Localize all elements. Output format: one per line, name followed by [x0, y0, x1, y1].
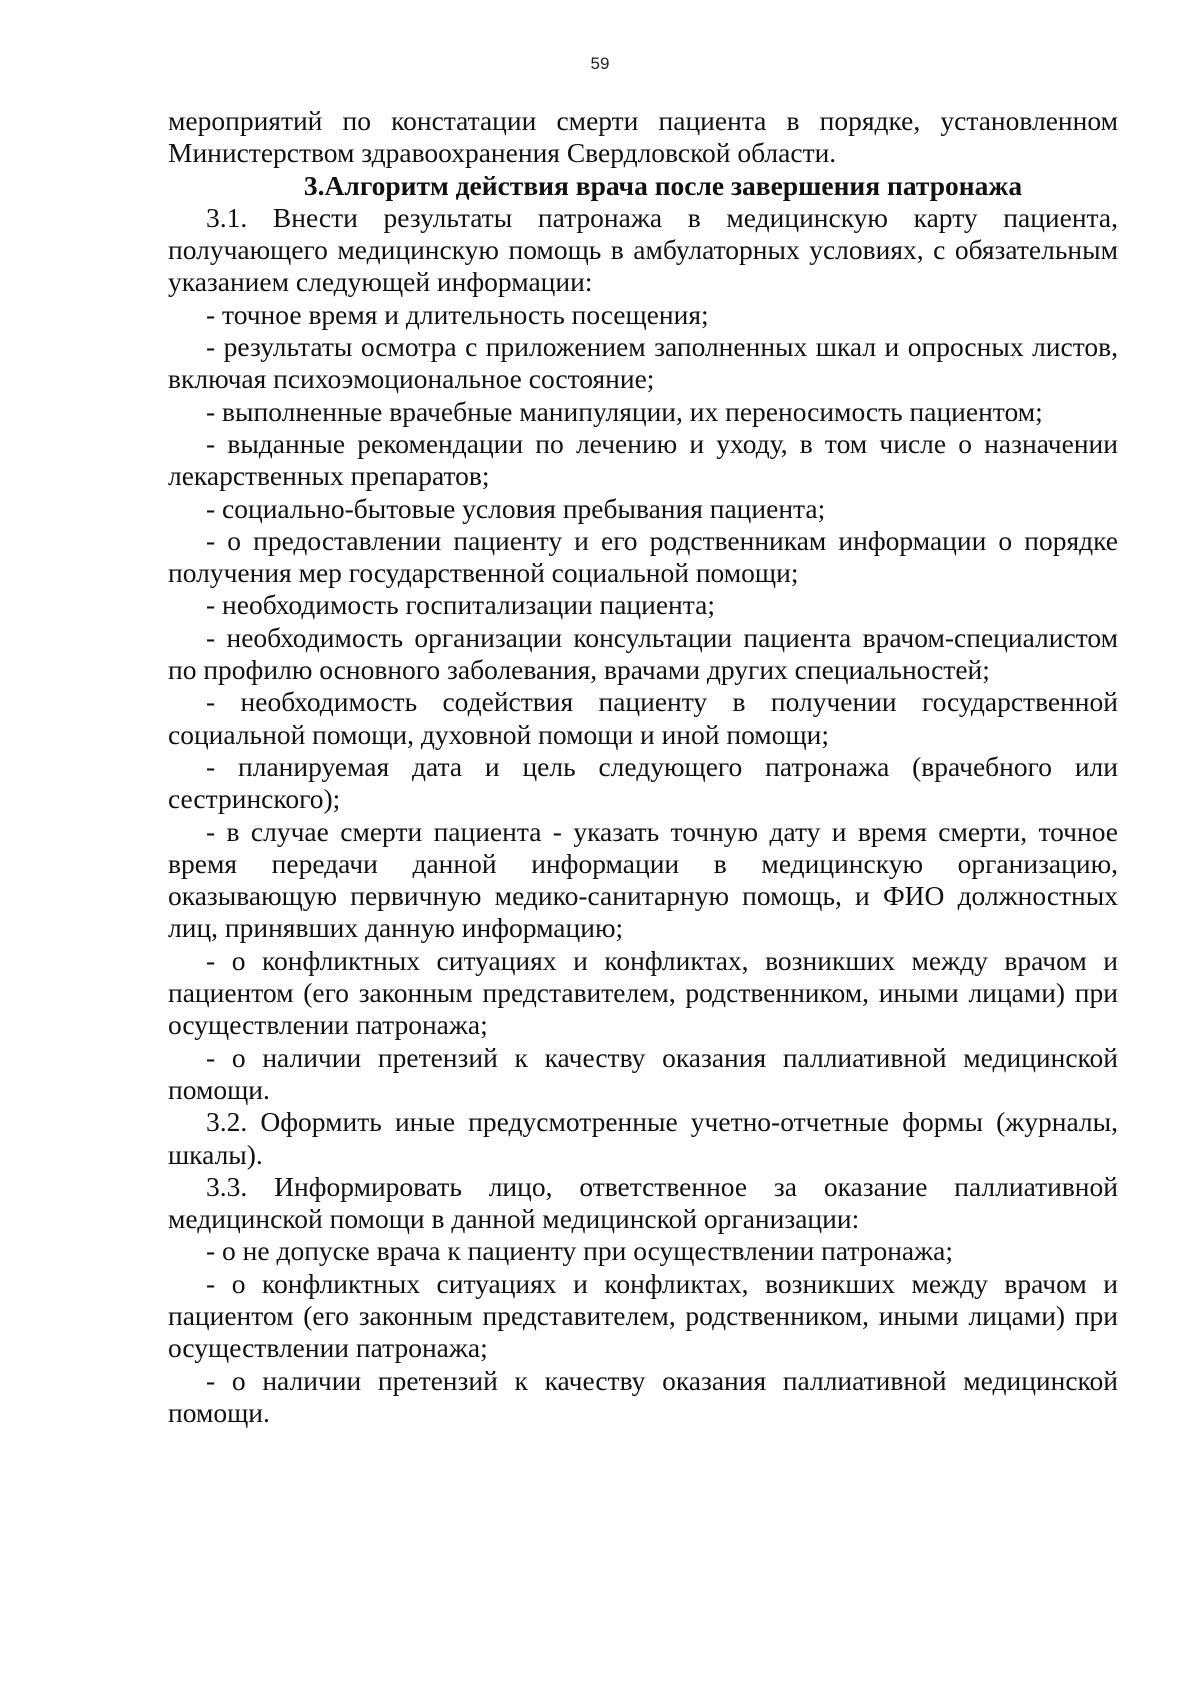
section-3-1-intro: 3.1. Внести результаты патронажа в медицинскую карту пациента, получающего медицинскую помощь в амбулаторных условиях, с обязательным указанием следующей информации:: [168, 201, 1118, 298]
section-3-3-item: - о конфликтных ситуациях и конфликтах, возникших между врачом и пациентом (его законным представителем, родственником, иными лицами) при осуществлении патронажа;: [168, 1267, 1118, 1364]
section-heading: 3.Алгоритм действия врача после завершения патронажа: [303, 169, 1023, 201]
section-3-1-item: - социально-бытовые условия пребывания пациента;: [206, 492, 826, 524]
section-3-1-item: - точное время и длительность посещения;: [206, 298, 709, 330]
document-body: [168, 105, 1118, 1429]
section-3-3-intro: 3.3. Информировать лицо, ответственное за оказание паллиативной медицинской помощи в данной медицинской организации:: [168, 1170, 1118, 1235]
section-3-2: 3.2. Оформить иные предусмотренные учетно-отчетные формы (журналы, шкалы).: [168, 1106, 1118, 1170]
section-3-1-item: - необходимость госпитализации пациента;: [206, 589, 715, 621]
section-3-1-item: - выданные рекомендации по лечению и уходу, в том числе о назначении лекарственных препаратов;: [168, 427, 1118, 492]
section-3-3-item: - о не допуске врача к пациенту при осуществлении патронажа;: [206, 1235, 953, 1267]
section-3-1-item: - результаты осмотра с приложением заполненных шкал и опросных листов, включая психоэмоциональное состояние;: [168, 331, 1118, 395]
section-3-3-item: - о наличии претензий к качеству оказания паллиативной медицинской помощи.: [168, 1364, 1118, 1428]
intro-paragraph: мероприятий по констатации смерти пациента в порядке, установленном Министерством здравоохранения Свердловской области.: [168, 105, 1118, 169]
page-number: 59: [590, 54, 610, 73]
section-3-1-item: - необходимость содействия пациенту в получении государственной социальной помощи, духовной помощи и иной помощи;: [168, 686, 1118, 750]
section-3-1-item: - о конфликтных ситуациях и конфликтах, возникших между врачом и пациентом (его законным представителем, родственником, иными лицами) при осуществлении патронажа;: [168, 944, 1118, 1041]
section-3-1-item: - в случае смерти пациента - указать точную дату и время смерти, точное время передачи данной информации в медицинскую организацию, оказывающую первичную медико-санитарную помощь, и ФИО должностных лиц, принявших данную информацию;: [168, 815, 1118, 944]
section-3-1-item: - необходимость организации консультации пациента врачом-специалистом по профилю основного заболевания, врачами других специальностей;: [168, 621, 1118, 686]
section-3-1-item: - о наличии претензий к качеству оказания паллиативной медицинской помощи.: [168, 1041, 1118, 1105]
section-3-1-item: - планируемая дата и цель следующего патронажа (врачебного или сестринского);: [168, 750, 1118, 815]
section-3-1-item: - о предоставлении пациенту и его родственникам информации о порядке получения мер государственной социальной помощи;: [168, 524, 1118, 589]
section-3-1-item: - выполненные врачебные манипуляции, их переносимость пациентом;: [206, 395, 1043, 427]
